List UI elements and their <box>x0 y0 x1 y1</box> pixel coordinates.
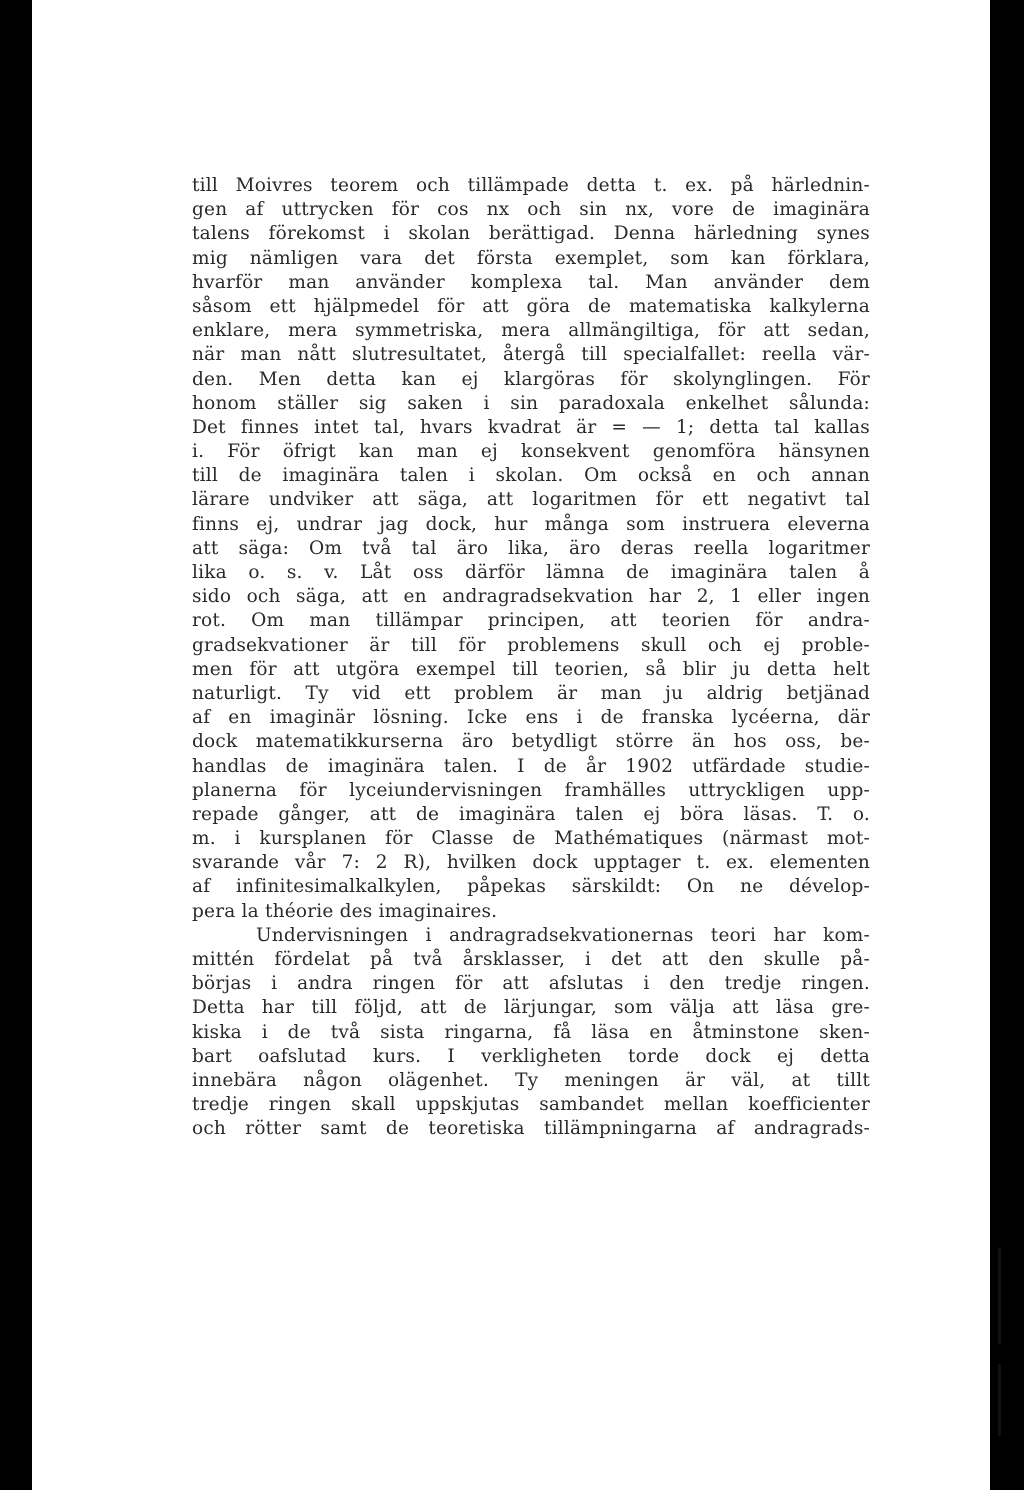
text-line: bart oafslutad kurs. I verkligheten torde dock ej detta <box>192 1045 870 1067</box>
text-line: såsom ett hjälpmedel för att göra de matematiska kalkylerna <box>192 295 870 317</box>
text-line: pera la théorie des imaginaires. <box>192 900 498 922</box>
text-line: den. Men detta kan ej klargöras för skolynglingen. För <box>192 368 870 390</box>
text-line: när man nått slutresultatet, återgå till specialfallet: reella vär- <box>192 344 870 366</box>
text-line: kiska i de två sista ringarna, få läsa en åtminstone sken- <box>192 1021 870 1043</box>
text-line: naturligt. Ty vid ett problem är man ju aldrig betjänad <box>192 682 870 704</box>
text-line: att säga: Om två tal äro lika, äro deras reella logaritmer <box>192 537 870 559</box>
body-text <box>192 174 870 1142</box>
text-line: planerna för lyceiundervisningen framhälles uttryckligen upp- <box>192 779 870 801</box>
text-line: mittén fördelat på två årsklasser, i det att den skulle på- <box>192 949 870 970</box>
text-line: m. i kursplanen för Classe de Mathématiques (närmast mot- <box>192 828 870 850</box>
text-line: rot. Om man tillämpar principen, att teorien för andra- <box>192 610 870 632</box>
text-line: svarande vår 7: 2 R), hvilken dock upptager t. ex. elementen <box>192 852 870 874</box>
margin-mark-upper <box>998 1248 1001 1344</box>
text-line: af en imaginär lösning. Icke ens i de franska lycéerna, där <box>192 707 870 729</box>
text-line: Det finnes intet tal, hvars kvadrat är = — 1; detta tal kallas <box>192 416 870 438</box>
text-line: men för att utgöra exempel till teorien, så blir ju detta helt <box>192 658 870 680</box>
text-line: handlas de imaginära talen. I de år 1902 utfärdade studie- <box>192 755 870 777</box>
text-line: finns ej, undrar jag dock, hur många som instruera eleverna <box>192 513 870 535</box>
text-line: Undervisningen i andragradsekvationernas teori har kom- <box>256 924 870 946</box>
text-line: repade gånger, att de imaginära talen ej böra läsas. T. o. <box>192 803 870 825</box>
text-line: talens förekomst i skolan berättigad. Denna härledning synes <box>192 223 870 245</box>
text-line: till Moivres teorem och tillämpade detta t. ex. på härlednin- <box>192 175 870 196</box>
text-line: börjas i andra ringen för att afslutas i den tredje ringen. <box>192 973 870 995</box>
text-line: lärare undviker att säga, att logaritmen för ett negativt tal <box>192 489 870 511</box>
text-line: gen af uttrycken för cos nx och sin nx, vore de imaginära <box>192 199 870 221</box>
text-line: dock matematikkurserna äro betydligt större än hos oss, be- <box>192 731 870 753</box>
text-line: innebära någon olägenhet. Ty meningen är väl, at tillt <box>192 1069 870 1091</box>
text-line: och rötter samt de teoretiska tillämpningarna af andragrads- <box>192 1118 870 1140</box>
text-line: hvarför man använder komplexa tal. Man använder dem <box>192 271 870 293</box>
text-line: af infinitesimalkalkylen, påpekas särskildt: On ne dévelop- <box>192 876 870 898</box>
text-line: i. För öfrigt kan man ej konsekvent genomföra hänsynen <box>192 441 870 463</box>
text-line: Detta har till följd, att de lärjungar, som välja att läsa gre- <box>192 997 870 1019</box>
text-line: enklare, mera symmetriska, mera allmängiltiga, för att sedan, <box>192 320 870 342</box>
text-line: till de imaginära talen i skolan. Om också en och annan <box>192 465 870 487</box>
margin-mark-lower <box>998 1364 1001 1436</box>
text-line: sido och säga, att en andragradsekvation har 2, 1 eller ingen <box>192 586 870 608</box>
text-line: honom ställer sig saken i sin paradoxala enkelhet sålunda: <box>192 392 870 414</box>
text-line: tredje ringen skall uppskjutas sambandet mellan koefficienter <box>192 1094 870 1116</box>
text-line: lika o. s. v. Låt oss därför lämna de imaginära talen å <box>192 562 870 583</box>
text-line: gradsekvationer är till för problemens skull och ej proble- <box>192 634 870 656</box>
text-line: mig nämligen vara det första exemplet, som kan förklara, <box>192 247 870 269</box>
